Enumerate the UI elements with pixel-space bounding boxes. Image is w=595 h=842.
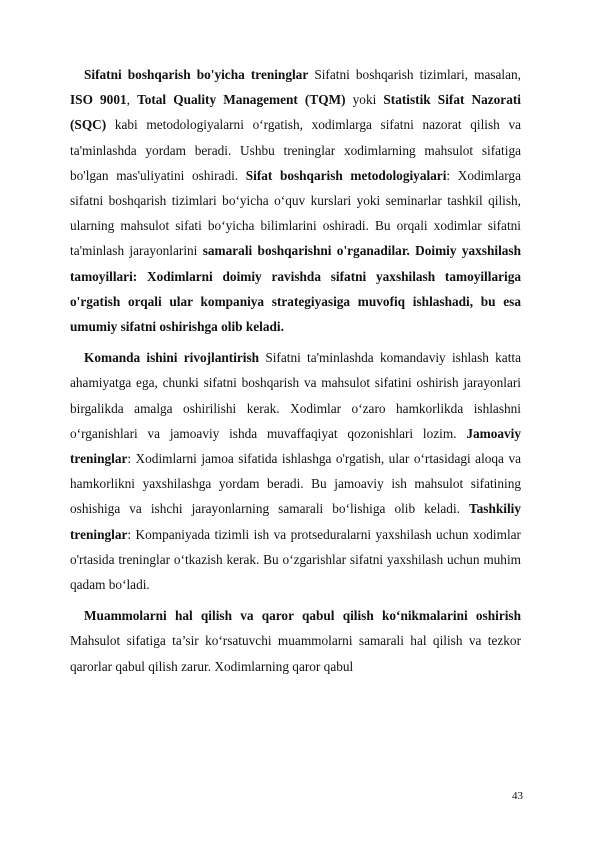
paragraph-team-development: [70, 345, 521, 597]
text-segment: Sifatni boshqarish tizimlari, masalan,: [308, 67, 521, 82]
text-segment: ISO 9001: [70, 92, 127, 108]
text-segment: : Xodimlarga sifatni boshqarish tizimlari bo‘yicha o‘quv kurslari yoki seminarlar tashkil qilish, ularning mahsulot sifati bo‘yicha bilimlarini oshiradi. Bu orqali xodimlar sifatni ta'minlash jarayonlarini: [70, 167, 521, 259]
text-segment: Sifatni ta'minlashda komandaviy ishlash katta ahamiyatga ega, chunki sifatni boshqarish va mahsulot sifatini oshirish jarayonlari birgalikda amalga oshirilishi kerak. Xodimlar o‘zaro hamkorlikda ishlashni o‘rganishlari va jamoaviy ishda muvaffaqiyat qozonishlari lozim.: [70, 350, 521, 441]
text-segment: : Xodimlarni jamoa sifatida ishlashga o'rgatish, ular o‘rtasidagi aloqa va hamkorlikni yaxshilashga yordam beradi. Bu jamoaviy ish mahsulot sifatining oshishiga va ishchi jarayonlarning samarali bo‘lishiga olib keladi.: [70, 451, 521, 517]
text-segment: Total Quality Management (TQM): [137, 92, 346, 108]
text-segment: Sifat boshqarish metodologiyalari: [245, 167, 447, 183]
document-page: [70, 62, 521, 685]
paragraph-problem-solving: [70, 603, 521, 679]
text-segment: yoki: [345, 92, 384, 108]
text-segment: Statistik Sifat Nazorati (SQC): [70, 92, 521, 133]
text-segment: kabi metodologiyalarni o‘rgatish, xodimlarga sifatni nazorat qilish va ta'minlashda yordam beradi. Ushbu treninglar xodimlarning mahsulot sifatiga bo'lgan mas'uliyatini oshiradi.: [70, 117, 521, 183]
text-segment: Jamoaviy treninglar: [70, 425, 521, 467]
text-segment: : Kompaniyada tizimli ish va protseduralarni yaxshilash uchun xodimlar o'rtasida treninglar o‘tkazish kerak. Bu o‘zgarishlar sifatni yaxshilash uchun muhim qadam bo‘ladi.: [70, 526, 521, 593]
page-number: 43: [512, 790, 523, 802]
text-segment: Tashkiliy treninglar: [70, 501, 521, 542]
text-segment: ,: [126, 92, 138, 108]
text-segment: samarali boshqarishni o'rganadilar. Doimiy yaxshilash tamoyillari: Xodimlarni doimiy ravishda sifatni yaxshilash tamoyillariga o'rgatish orqali ular kompaniya strategiyasiga muvofiq ishlashadi, bu esa umumiy sifatni oshirishga olib keladi.: [70, 243, 521, 335]
text-segment: Mahsulot sifatiga ta’sir ko‘rsatuvchi muammolarni samarali hal qilish va tezkor qarorlar qabul qilish zarur. Xodimlarning qaror qabul: [70, 633, 521, 674]
text-segment: Sifatni boshqarish bo'yicha treninglar: [84, 67, 309, 82]
text-segment: Komanda ishini rivojlantirish: [84, 350, 260, 366]
paragraph-quality-training: [70, 62, 521, 339]
text-segment: Muammolarni hal qilish va qaror qabul qilish ko‘nikmalarini oshirish: [84, 608, 521, 624]
